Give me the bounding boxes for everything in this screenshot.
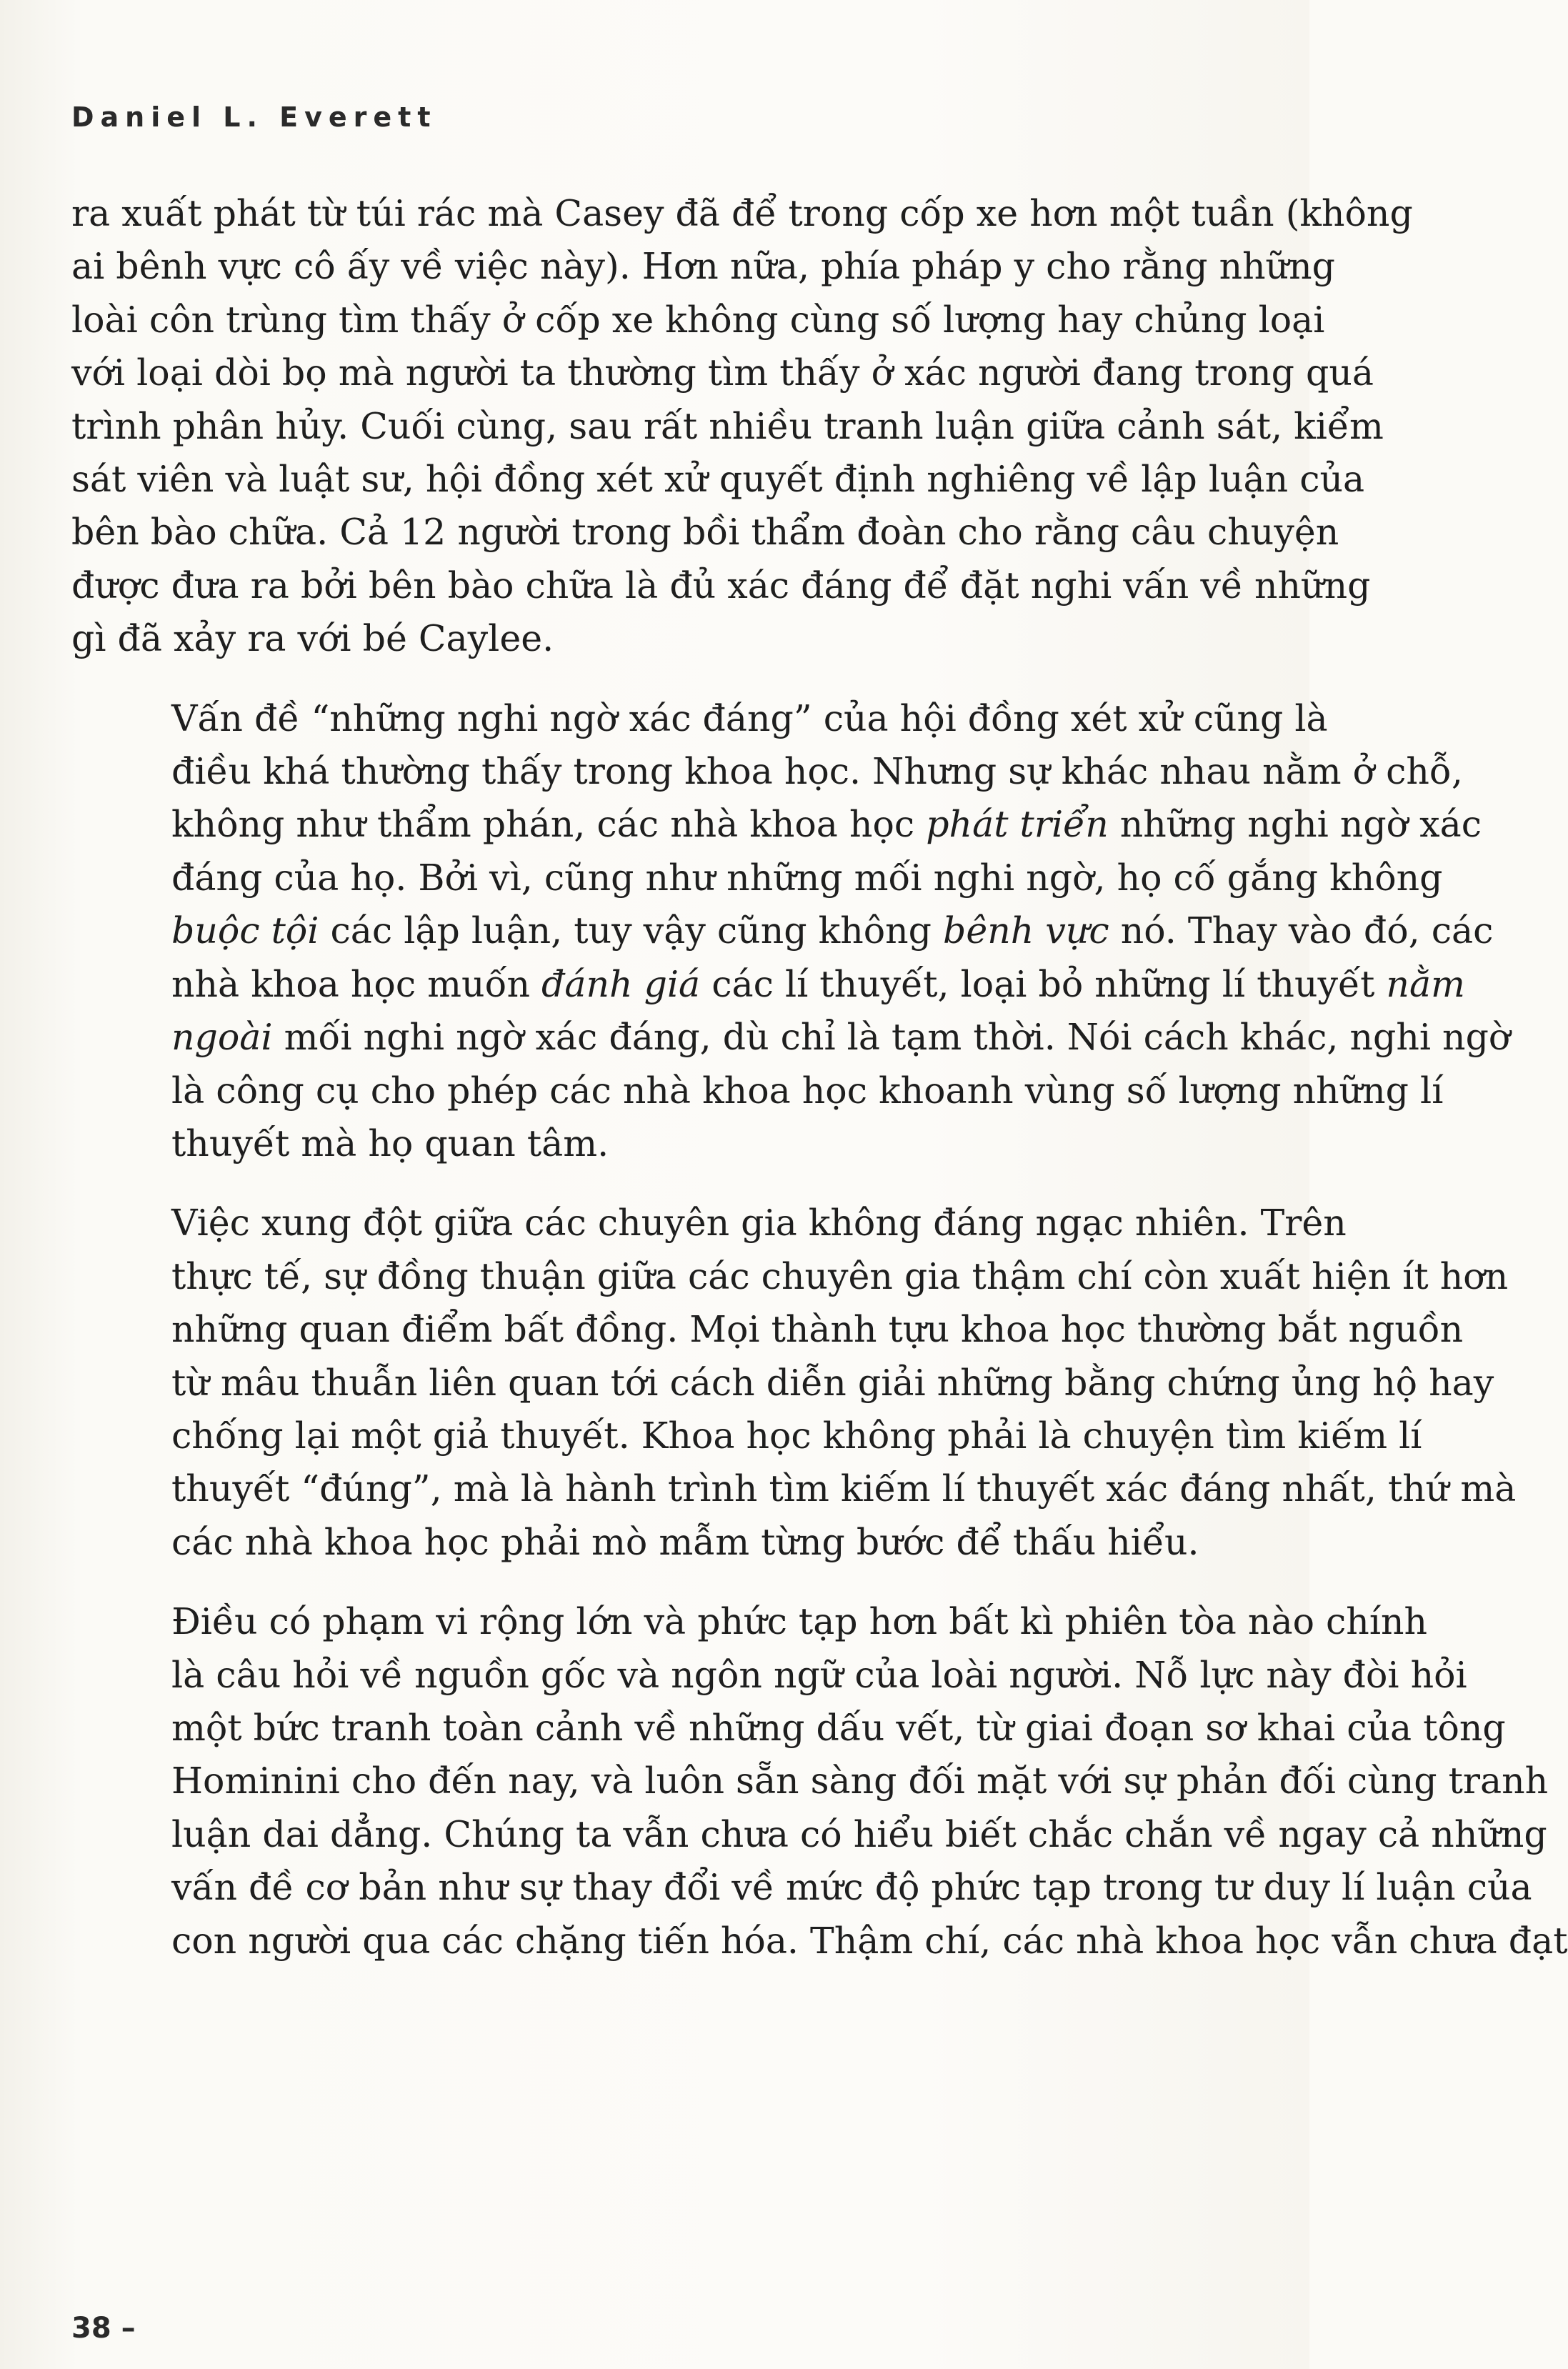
text-line: điều khá thường thấy trong khoa học. Nhưng sự khác nhau nằm ở chỗ, — [171, 750, 1463, 793]
italic-run: đánh giá — [541, 962, 701, 1005]
text-line: Vấn đề “những nghi ngờ xác đáng” của hội đồng xét xử cũng là — [171, 697, 1328, 739]
text-line: thuyết mà họ quan tâm. — [171, 1122, 609, 1164]
text-run: những nghi ngờ xác — [1108, 803, 1482, 846]
italic-run: ngoài — [171, 1016, 273, 1059]
text-line — [71, 958, 1465, 1011]
text-line: loài côn trùng tìm thấy ở cốp xe không cùng số lượng hay chủng loại — [71, 298, 1325, 341]
italic-run: bênh vực — [943, 909, 1109, 952]
text-line: trình phân hủy. Cuối cùng, sau rất nhiều tranh luận giữa cảnh sát, kiểm — [71, 404, 1384, 447]
text-line: các nhà khoa học phải mò mẫm từng bước để thấu hiểu. — [171, 1520, 1199, 1563]
text-line: từ mâu thuẫn liên quan tới cách diễn giải những bằng chứng ủng hộ hay — [171, 1361, 1494, 1404]
text-line: những quan điểm bất đồng. Mọi thành tựu khoa học thường bắt nguồn — [171, 1308, 1464, 1351]
italic-run: phát triển — [926, 803, 1109, 846]
text-line: thuyết “đúng”, mà là hành trình tìm kiếm lí thuyết xác đáng nhất, thứ mà — [171, 1467, 1517, 1510]
text-line: ra xuất phát từ túi rác mà Casey đã để trong cốp xe hơn một tuần (không — [71, 192, 1413, 234]
text-line: gì đã xảy ra với bé Caylee. — [71, 617, 554, 660]
italic-run: nằm — [1386, 962, 1465, 1005]
text-run: các lập luận, tuy vậy cũng không — [319, 909, 944, 952]
text-line: là công cụ cho phép các nhà khoa học khoanh vùng số lượng những lí — [171, 1069, 1444, 1112]
text-line — [71, 798, 1482, 851]
text-line: con người qua các chặng tiến hóa. Thậm chí, các nhà khoa học vẫn chưa đạt — [171, 1919, 1568, 1962]
paragraph-3 — [71, 1197, 1517, 1569]
text-line: đáng của họ. Bởi vì, cũng như những mối nghi ngờ, họ cố gắng không — [171, 856, 1443, 899]
text-line — [71, 904, 1494, 957]
text-line: Điều có phạm vi rộng lớn và phức tạp hơn bất kì phiên tòa nào chính — [171, 1600, 1428, 1643]
text-line: thực tế, sự đồng thuận giữa các chuyên gia thậm chí còn xuất hiện ít hơn — [171, 1255, 1509, 1297]
text-line: vấn đề cơ bản như sự thay đổi về mức độ phức tạp trong tư duy lí luận của — [171, 1866, 1532, 1909]
text-line: Việc xung đột giữa các chuyên gia không đáng ngạc nhiên. Trên — [171, 1202, 1347, 1245]
body-text — [71, 187, 1568, 1967]
text-run: không như thẩm phán, các nhà khoa học — [171, 803, 927, 846]
italic-run: buộc tội — [171, 909, 319, 952]
text-run: nhà khoa học muốn — [171, 962, 542, 1005]
text-line: bên bào chữa. Cả 12 người trong bồi thẩm đoàn cho rằng câu chuyện — [71, 511, 1339, 554]
text-line: luận dai dẳng. Chúng ta vẫn chưa có hiểu biết chắc chắn về ngay cả những — [171, 1812, 1547, 1855]
paragraph-2 — [71, 692, 1511, 1171]
text-run: mối nghi ngờ xác đáng, dù chỉ là tạm thời. Nói cách khác, nghi ngờ — [272, 1016, 1511, 1059]
paragraph-1 — [71, 187, 1413, 666]
text-line: là câu hỏi về nguồn gốc và ngôn ngữ của loài người. Nỗ lực này đòi hỏi — [171, 1653, 1467, 1696]
text-line — [71, 1011, 1511, 1064]
text-line: Hominini cho đến nay, và luôn sẵn sàng đối mặt với sự phản đối cùng tranh — [171, 1760, 1549, 1802]
text-run: nó. Thay vào đó, các — [1109, 909, 1494, 952]
paragraph-4 — [71, 1595, 1568, 1967]
text-line: sát viên và luật sư, hội đồng xét xử quyết định nghiêng về lập luận của — [71, 458, 1365, 501]
text-line: được đưa ra bởi bên bào chữa là đủ xác đáng để đặt nghi vấn về những — [71, 564, 1371, 607]
running-head-author: Daniel L. Everett — [71, 101, 437, 133]
text-run: các lí thuyết, loại bỏ những lí thuyết — [700, 962, 1387, 1005]
text-line: với loại dòi bọ mà người ta thường tìm thấy ở xác người đang trong quá — [71, 351, 1374, 394]
text-line: ai bênh vực cô ấy về việc này). Hơn nữa, phía pháp y cho rằng những — [71, 245, 1336, 288]
text-line: chống lại một giả thuyết. Khoa học không phải là chuyện tìm kiếm lí — [171, 1414, 1422, 1457]
text-line: một bức tranh toàn cảnh về những dấu vết, từ giai đoạn sơ khai của tông — [171, 1706, 1506, 1749]
page-number: 38 – — [71, 2312, 136, 2345]
